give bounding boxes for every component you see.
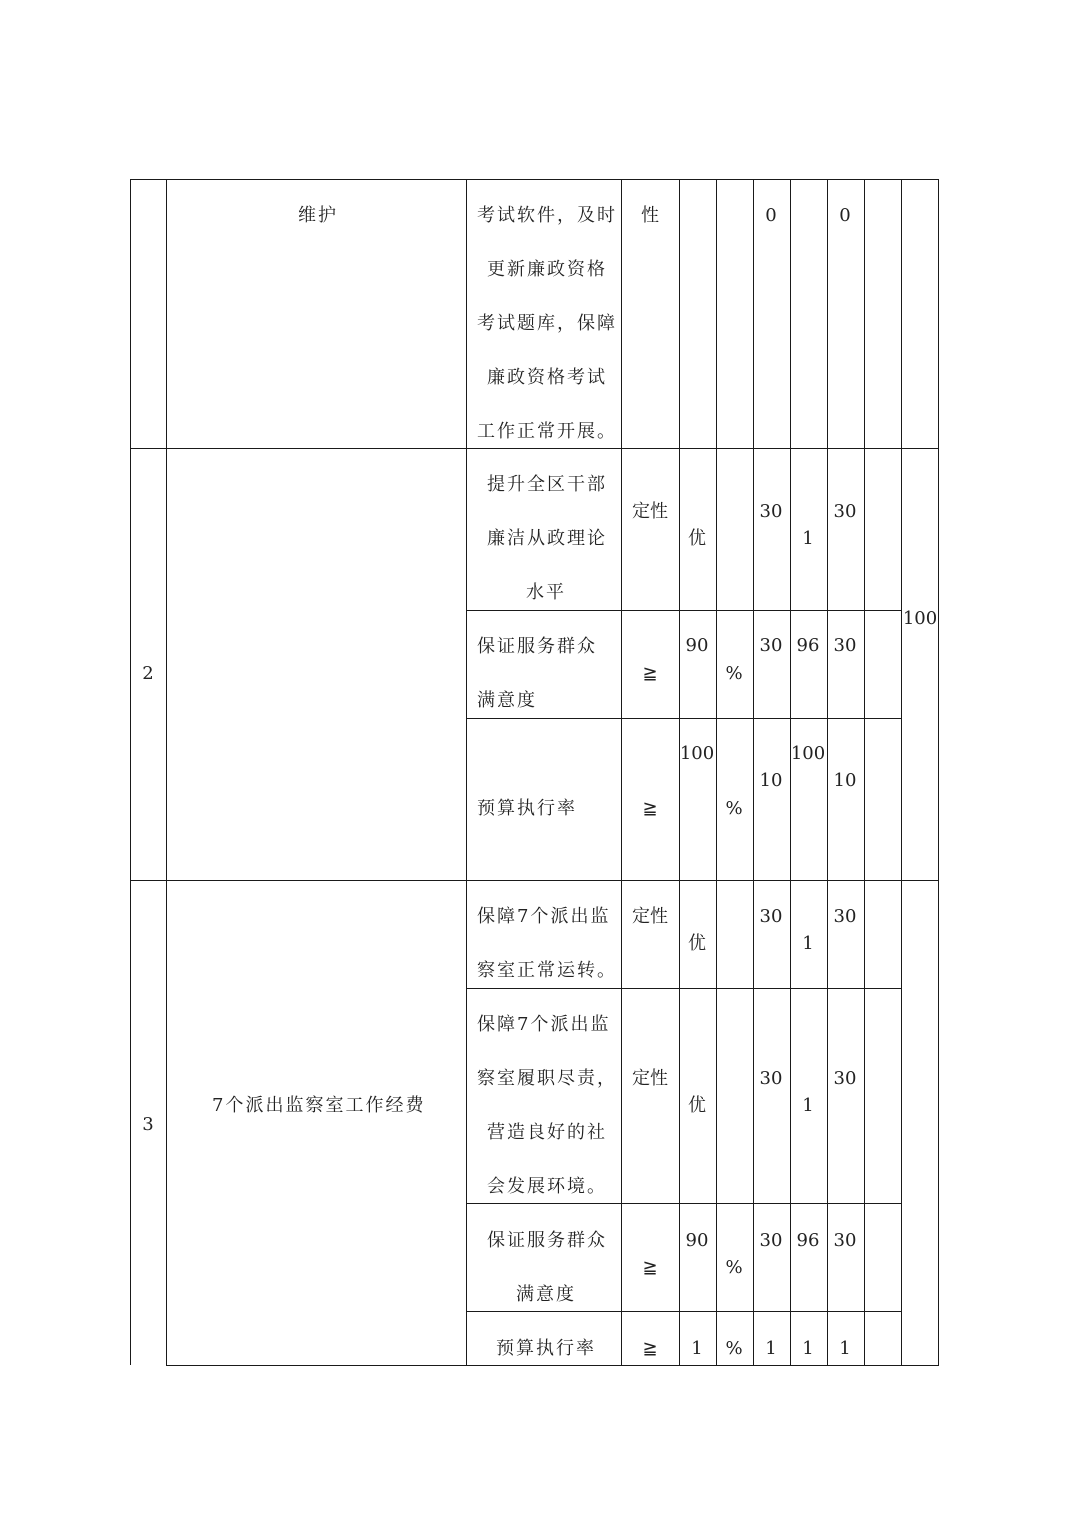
indicator-text: 更新廉政资格	[487, 259, 607, 280]
row-divider	[466, 988, 902, 989]
row-divider	[130, 880, 939, 881]
op-cell: ≧	[642, 663, 658, 684]
col-divider	[621, 179, 622, 1366]
op-cell: ≧	[642, 798, 658, 819]
indicator-text: 满意度	[477, 690, 537, 711]
unit-cell: %	[725, 1257, 743, 1278]
table-border-top	[130, 179, 939, 180]
indicator-text: 满意度	[516, 1284, 576, 1305]
total-score: 100	[902, 608, 938, 629]
weight-cell: 0	[765, 205, 777, 226]
row-number: 2	[142, 663, 154, 684]
col-divider	[716, 179, 717, 1366]
weight-cell: 30	[759, 501, 783, 522]
row-divider	[466, 610, 902, 611]
actual-cell: 96	[796, 1230, 820, 1251]
weight-cell: 30	[759, 906, 783, 927]
row-divider	[466, 1311, 902, 1312]
indicator-text: 保障7个派出监	[477, 906, 611, 927]
actual-cell: 96	[796, 635, 820, 656]
target-cell: 1	[691, 1338, 703, 1359]
target-cell: 90	[685, 1230, 709, 1251]
row-number: 3	[142, 1114, 154, 1135]
weight-cell: 30	[759, 635, 783, 656]
score-cell: 1	[839, 1338, 851, 1359]
indicator-text: 预算执行率	[477, 798, 577, 819]
indicator-text: 保障7个派出监	[477, 1014, 611, 1035]
score-cell: 30	[833, 906, 857, 927]
col-divider	[166, 179, 167, 1366]
target-cell: 优	[688, 933, 706, 954]
weight-cell: 30	[759, 1068, 783, 1089]
score-cell: 30	[833, 635, 857, 656]
indicator-text: 工作正常开展。	[477, 421, 617, 442]
op-cell: 定性	[632, 501, 668, 522]
col-divider	[130, 179, 131, 1365]
target-cell: 优	[688, 1095, 706, 1116]
op-cell: ≧	[642, 1338, 658, 1359]
project-name: 维护	[298, 205, 338, 226]
col-divider	[864, 179, 865, 1366]
nature-cell: 性	[641, 205, 659, 226]
indicator-text: 提升全区干部	[487, 474, 607, 495]
actual-cell: 1	[802, 1095, 814, 1116]
unit-cell: %	[725, 798, 743, 819]
indicator-text: 水平	[526, 582, 566, 603]
table-border-bottom	[166, 1365, 939, 1366]
col-divider	[901, 179, 902, 1366]
indicator-text: 预算执行率	[496, 1338, 596, 1359]
actual-cell: 100	[790, 743, 826, 764]
op-cell: 定性	[632, 906, 668, 927]
target-cell: 优	[688, 528, 706, 549]
actual-cell: 1	[802, 528, 814, 549]
project-name: 7个派出监察室工作经费	[212, 1095, 426, 1116]
score-cell: 30	[833, 501, 857, 522]
score-cell: 30	[833, 1068, 857, 1089]
score-cell: 0	[839, 205, 851, 226]
target-cell: 90	[685, 635, 709, 656]
indicator-text: 廉政资格考试	[487, 367, 607, 388]
op-cell: ≧	[642, 1257, 658, 1278]
weight-cell: 30	[759, 1230, 783, 1251]
unit-cell: %	[725, 1338, 743, 1359]
indicator-text: 廉洁从政理论	[487, 528, 607, 549]
indicator-text: 察室正常运转。	[477, 960, 617, 981]
indicator-text: 保证服务群众	[487, 1230, 607, 1251]
row-divider	[466, 1203, 902, 1204]
col-divider	[679, 179, 680, 1366]
indicator-text: 营造良好的社	[487, 1122, 607, 1143]
indicator-text: 察室履职尽责，	[477, 1068, 617, 1089]
col-divider	[466, 179, 467, 1366]
op-cell: 定性	[632, 1068, 668, 1089]
col-divider	[938, 179, 939, 1366]
score-cell: 30	[833, 1230, 857, 1251]
score-cell: 10	[833, 770, 857, 791]
indicator-text: 考试题库，保障	[477, 313, 617, 334]
indicator-text: 会发展环境。	[487, 1176, 607, 1197]
actual-cell: 1	[802, 933, 814, 954]
row-divider	[466, 718, 902, 719]
row-divider	[130, 448, 939, 449]
target-cell: 100	[679, 743, 715, 764]
weight-cell: 1	[765, 1338, 777, 1359]
unit-cell: %	[725, 663, 743, 684]
indicator-text: 保证服务群众	[477, 636, 597, 657]
weight-cell: 10	[759, 770, 783, 791]
col-divider	[790, 179, 791, 1366]
indicator-text: 考试软件，及时	[477, 205, 617, 226]
actual-cell: 1	[802, 1338, 814, 1359]
